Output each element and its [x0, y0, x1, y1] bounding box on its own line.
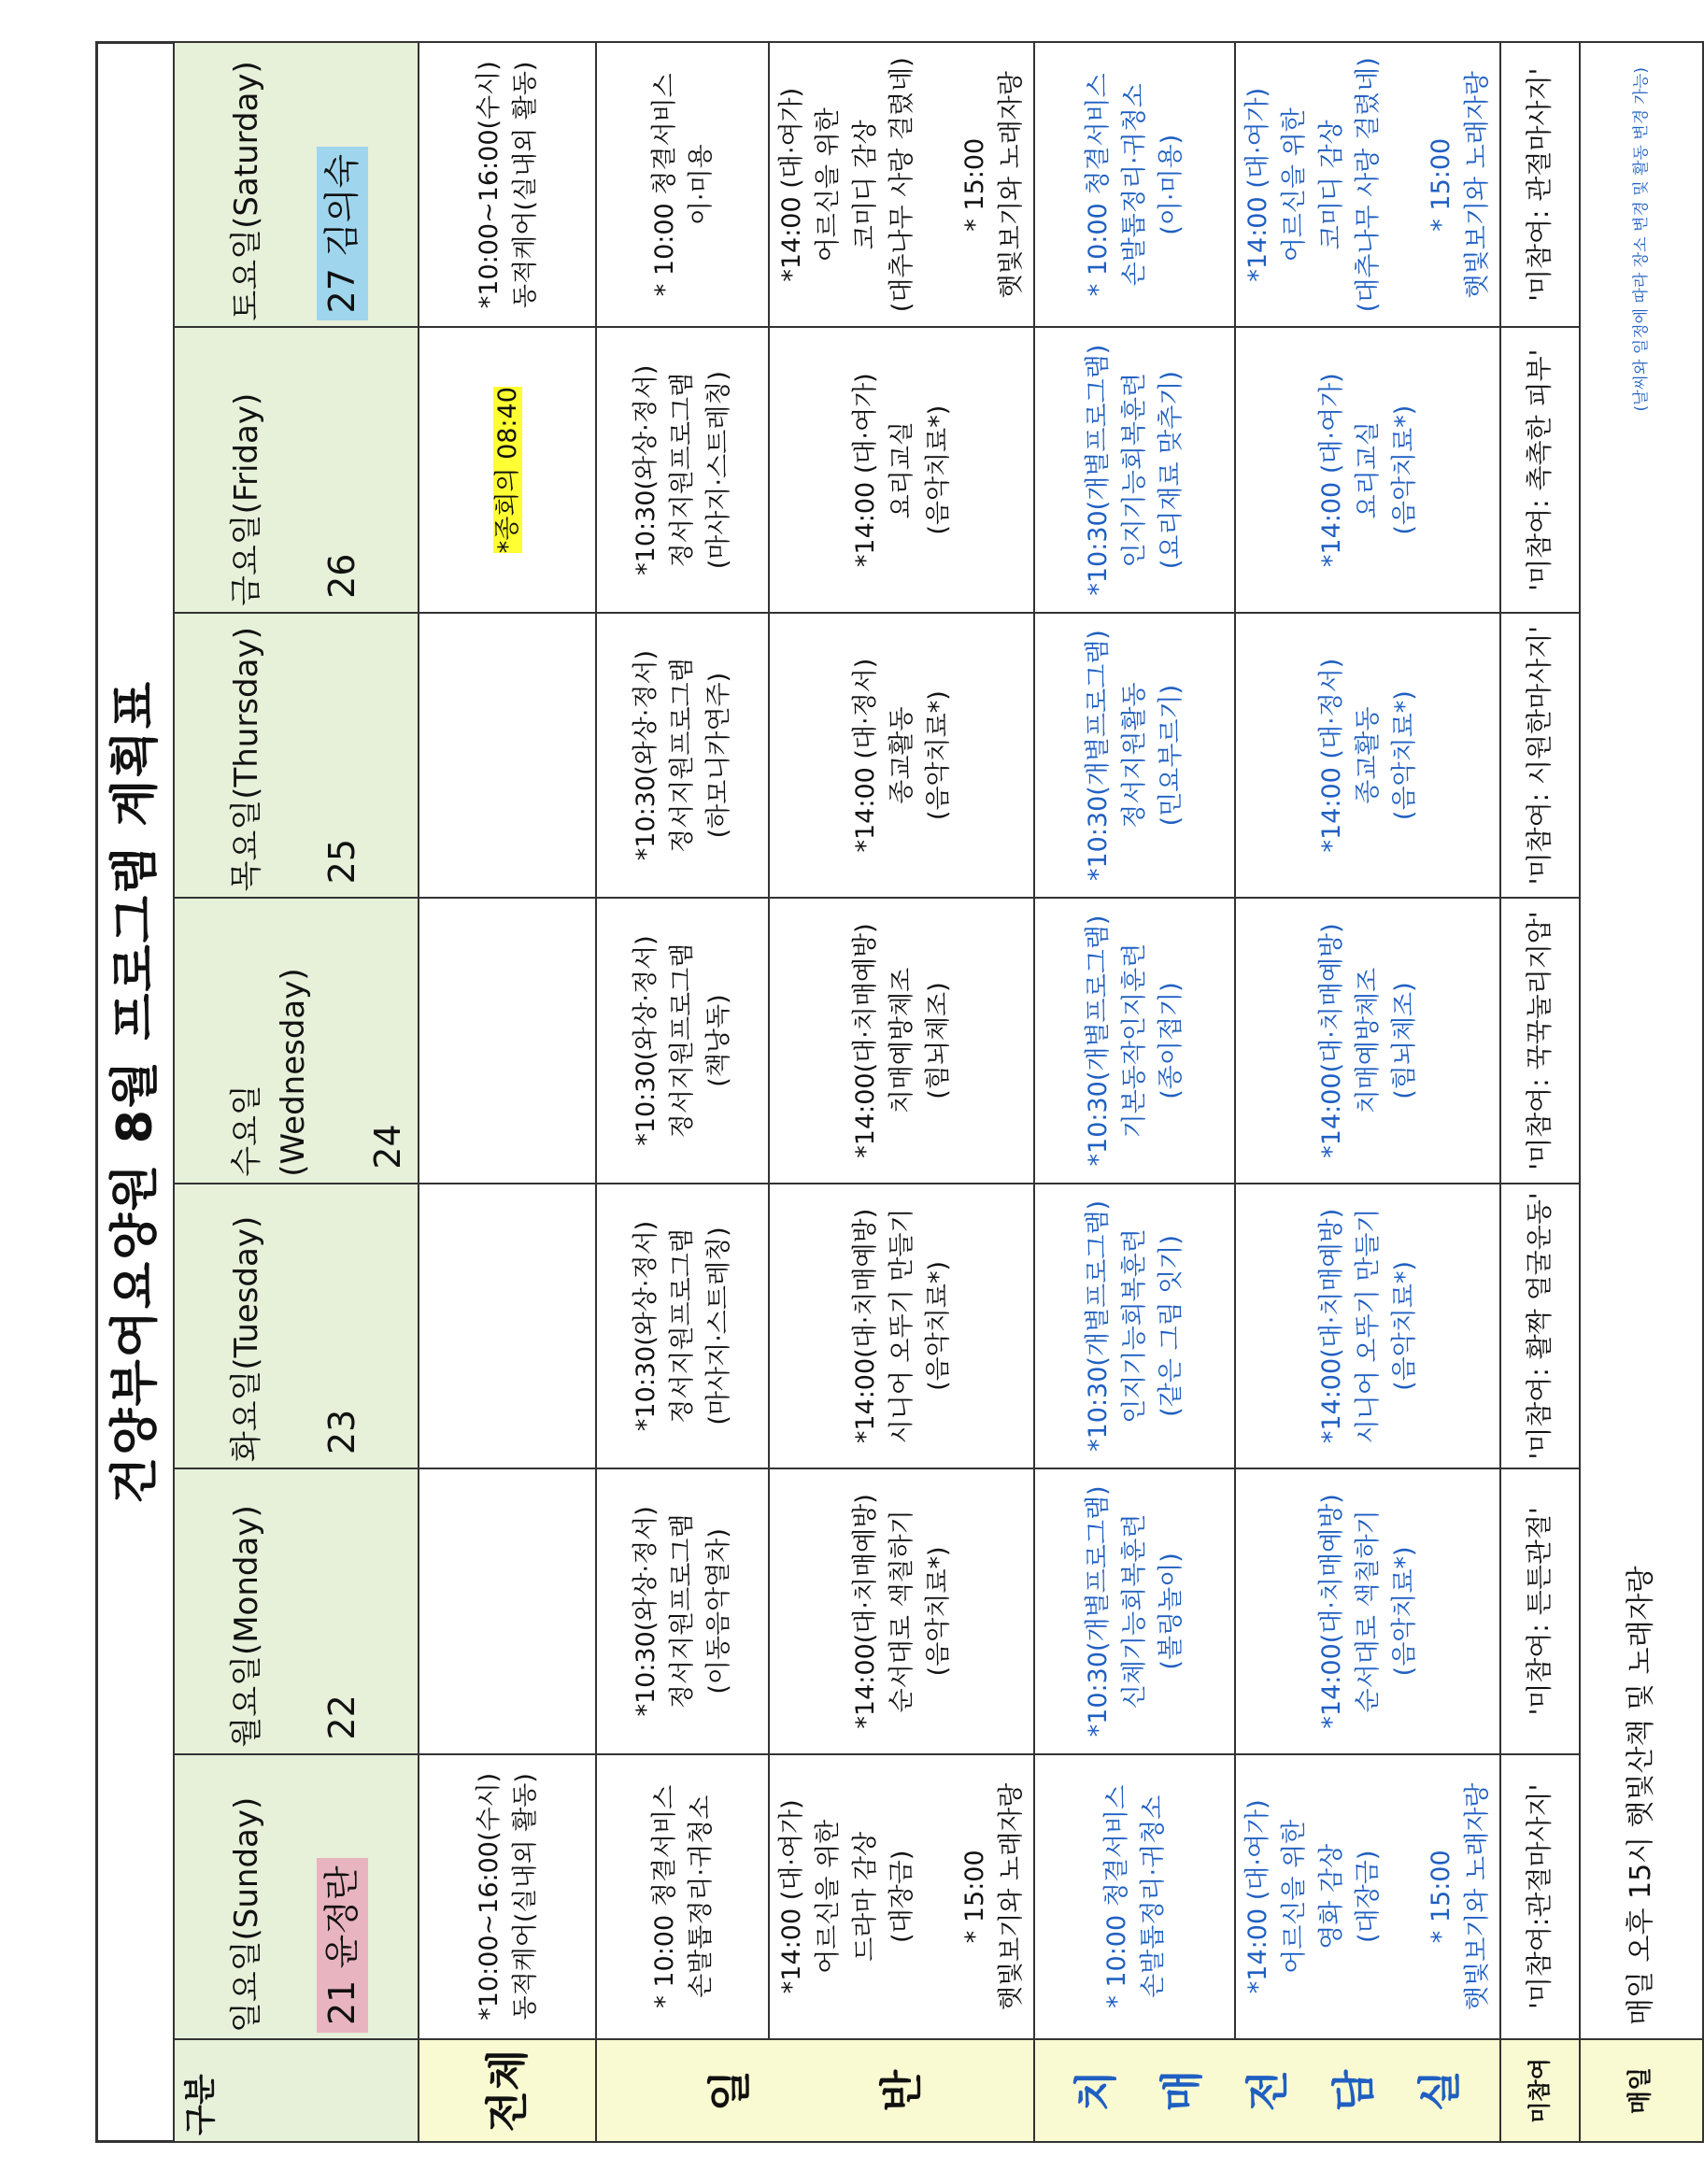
cell-gen1-mon: *10:30(와상·정서) 정서지원프로그램 (이동음악열차)	[596, 1468, 769, 1753]
date-number: 21 윤정란	[316, 1858, 367, 2033]
cell-dem2-sat: *14:00 (대·여가) 어르신을 위한 코미디 감상 (대추나무 사랑 걸렸네) * 15:00 햇빛보기와 노래자랑	[1235, 42, 1500, 327]
cell-dem1-mon: *10:30(개별프로그램) 신체기능회복훈련 (볼링놀이)	[1034, 1468, 1235, 1753]
row-label-mi: 미참여	[1500, 2039, 1580, 2142]
row-all	[419, 42, 596, 2142]
cell-gen1-sat: * 10:00 청결서비스 이·미용	[596, 42, 769, 327]
cell-dem2-tue: *14:00(대·치매예방) 시니어 오뚜기 만들기 (음악치료*)	[1235, 1184, 1500, 1468]
cell-dem1-tue: *10:30(개별프로그램) 인지기능회복훈련 (같은 그림 잇기)	[1034, 1184, 1235, 1468]
cell-gen2-sun: *14:00 (대·여가) 어르신을 위한 드라마 감상 (대장금) * 15:00 햇빛보기와 노래자랑	[769, 1754, 1034, 2039]
cell-dem1-sun: * 10:00 청결서비스 손발톱정리·귀청소	[1034, 1754, 1235, 2039]
date-number: 26	[320, 553, 362, 599]
dow-label: 화요일(Tuesday)	[227, 1215, 265, 1463]
cell-all-sun: *10:00~16:00(수시) 동적케어(실내외 활동)	[419, 1754, 596, 2039]
cell-mi-fri: '미참여: 촉촉한 피부'	[1500, 327, 1580, 612]
day-header-wednesday	[174, 898, 419, 1183]
cell-gen1-wed: *10:30(와상·정서) 정서지원프로그램 (책낭독)	[596, 898, 769, 1183]
cell-gen2-sat: *14:00 (대·여가) 어르신을 위한 코미디 감상 (대추나무 사랑 걸렸네) * 15:00 햇빛보기와 노래자랑	[769, 42, 1034, 327]
cell-gen2-wed: *14:00(대·치매예방) 치매예방체조 (힘뇌체조)	[769, 898, 1034, 1183]
date-number: 27 김의숙	[316, 147, 367, 321]
cell-mi-mon: '미참여: 튼튼관절'	[1500, 1468, 1580, 1753]
cell-mi-thu: '미참여: 시원한마사지'	[1500, 613, 1580, 898]
cell-dem2-fri: *14:00 (대·여가) 요리교실 (음악치료*)	[1235, 327, 1500, 612]
cell-dem2-thu: *14:00 (대·정서) 종교활동 (음악치료*)	[1235, 613, 1500, 898]
date-number: 23	[320, 1409, 362, 1455]
cell-gen2-mon: *14:00(대·치매예방) 순서대로 색칠하기 (음악치료*)	[769, 1468, 1034, 1753]
cell-dem2-mon: *14:00(대·치매예방) 순서대로 색칠하기 (음악치료*)	[1235, 1468, 1500, 1753]
row-dementia-1	[1034, 42, 1235, 2142]
cell-gen2-fri: *14:00 (대·여가) 요리교실 (음악치료*)	[769, 327, 1034, 612]
cell-mi-sun: '미참여:관절마사지'	[1500, 1754, 1580, 2039]
day-header-friday	[174, 327, 419, 612]
schedule-sheet	[95, 41, 1657, 2143]
row-nonparticipation	[1500, 42, 1580, 2142]
cell-gen2-thu: *14:00 (대·정서) 종교활동 (음악치료*)	[769, 613, 1034, 898]
cell-all-tue	[419, 1184, 596, 1468]
row-general-1	[596, 42, 769, 2142]
page-title: 건양부여요양원 8월 프로그램 계획표	[95, 41, 173, 2143]
dow-label: 토요일(Saturday)	[227, 61, 265, 321]
dow-label: 수요일(Wednesday)	[227, 968, 312, 1177]
cell-dem2-wed: *14:00(대·치매예방) 치매예방체조 (힘뇌체조)	[1235, 898, 1500, 1183]
cell-all-wed	[419, 898, 596, 1183]
gubun-header: 구분	[174, 2039, 419, 2142]
cell-dem1-sat: * 10:00 청결서비스 손발톱정리·귀청소 (이·미용)	[1034, 42, 1235, 327]
cell-all-sat: *10:00~16:00(수시) 동적케어(실내외 활동)	[419, 42, 596, 327]
row-label-daily: 매일	[1580, 2039, 1703, 2142]
day-header-sunday	[174, 1754, 419, 2039]
day-header-tuesday	[174, 1184, 419, 1468]
dow-label: 목요일(Thursday)	[227, 627, 265, 892]
row-label-general: 일 반	[596, 2039, 1034, 2142]
row-dementia-2	[1235, 42, 1500, 2142]
row-label-all: 전체	[419, 2039, 596, 2142]
cell-gen1-fri: *10:30(와상·정서) 정서지원프로그램 (마사지·스트레칭)	[596, 327, 769, 612]
cell-mi-tue: '미참여: 활짝 얼굴운동'	[1500, 1184, 1580, 1468]
cell-dem1-fri: *10:30(개별프로그램) 인지기능회복훈련 (요리재료 맞추기)	[1034, 327, 1235, 612]
cell-mi-sat: '미참여: 관절마사지'	[1500, 42, 1580, 327]
cell-gen2-tue: *14:00(대·치매예방) 시니어 오뚜기 만들기 (음악치료*)	[769, 1184, 1034, 1468]
day-header-saturday	[174, 42, 419, 327]
cell-dem1-wed: *10:30(개별프로그램) 기본동작인지훈련 (종이접기)	[1034, 898, 1235, 1183]
cell-all-thu	[419, 613, 596, 898]
dow-label: 일요일(Sunday)	[227, 1796, 265, 2033]
date-number: 25	[320, 838, 362, 885]
cell-dem2-sun: *14:00 (대·여가) 어르신을 위한 영화 감상 (대장금) * 15:00 햇빛보기와 노래자랑	[1235, 1754, 1500, 2039]
row-daily	[1580, 42, 1703, 2142]
cell-daily	[1580, 42, 1703, 2039]
row-general-2	[769, 42, 1034, 2142]
cell-all-mon	[419, 1468, 596, 1753]
cell-gen1-thu: *10:30(와상·정서) 정서지원프로그램 (하모니카연주)	[596, 613, 769, 898]
cell-gen1-sun: * 10:00 청결서비스 손발톱정리·귀청소	[596, 1754, 769, 2039]
row-label-dementia: 치 매 전 담 실	[1034, 2039, 1500, 2142]
date-number: 24	[366, 1124, 408, 1170]
dow-label: 월요일(Monday)	[227, 1505, 265, 1748]
cell-all-fri	[419, 327, 596, 612]
date-number: 22	[320, 1695, 362, 1740]
cell-gen1-tue: *10:30(와상·정서) 정서지원프로그램 (마사지·스트레칭)	[596, 1184, 769, 1468]
dow-label: 금요일(Friday)	[227, 392, 265, 606]
cell-mi-wed: '미참여: 꾹꾹눌리지압'	[1500, 898, 1580, 1183]
highlight-meeting: *종회의 08:40	[492, 387, 522, 554]
header-row	[174, 42, 419, 2142]
cell-dem1-thu: *10:30(개별프로그램) 정서지원활동 (민요부르기)	[1034, 613, 1235, 898]
daily-note: (날씨와 일정에 따라 장소 변경 및 활동 변경 가능)	[1631, 67, 1651, 412]
schedule-table	[173, 41, 1704, 2143]
day-header-monday	[174, 1468, 419, 1753]
daily-text: 매일 오후 15시 햇빛산책 및 노래자랑	[1624, 1566, 1657, 2025]
day-header-thursday	[174, 613, 419, 898]
